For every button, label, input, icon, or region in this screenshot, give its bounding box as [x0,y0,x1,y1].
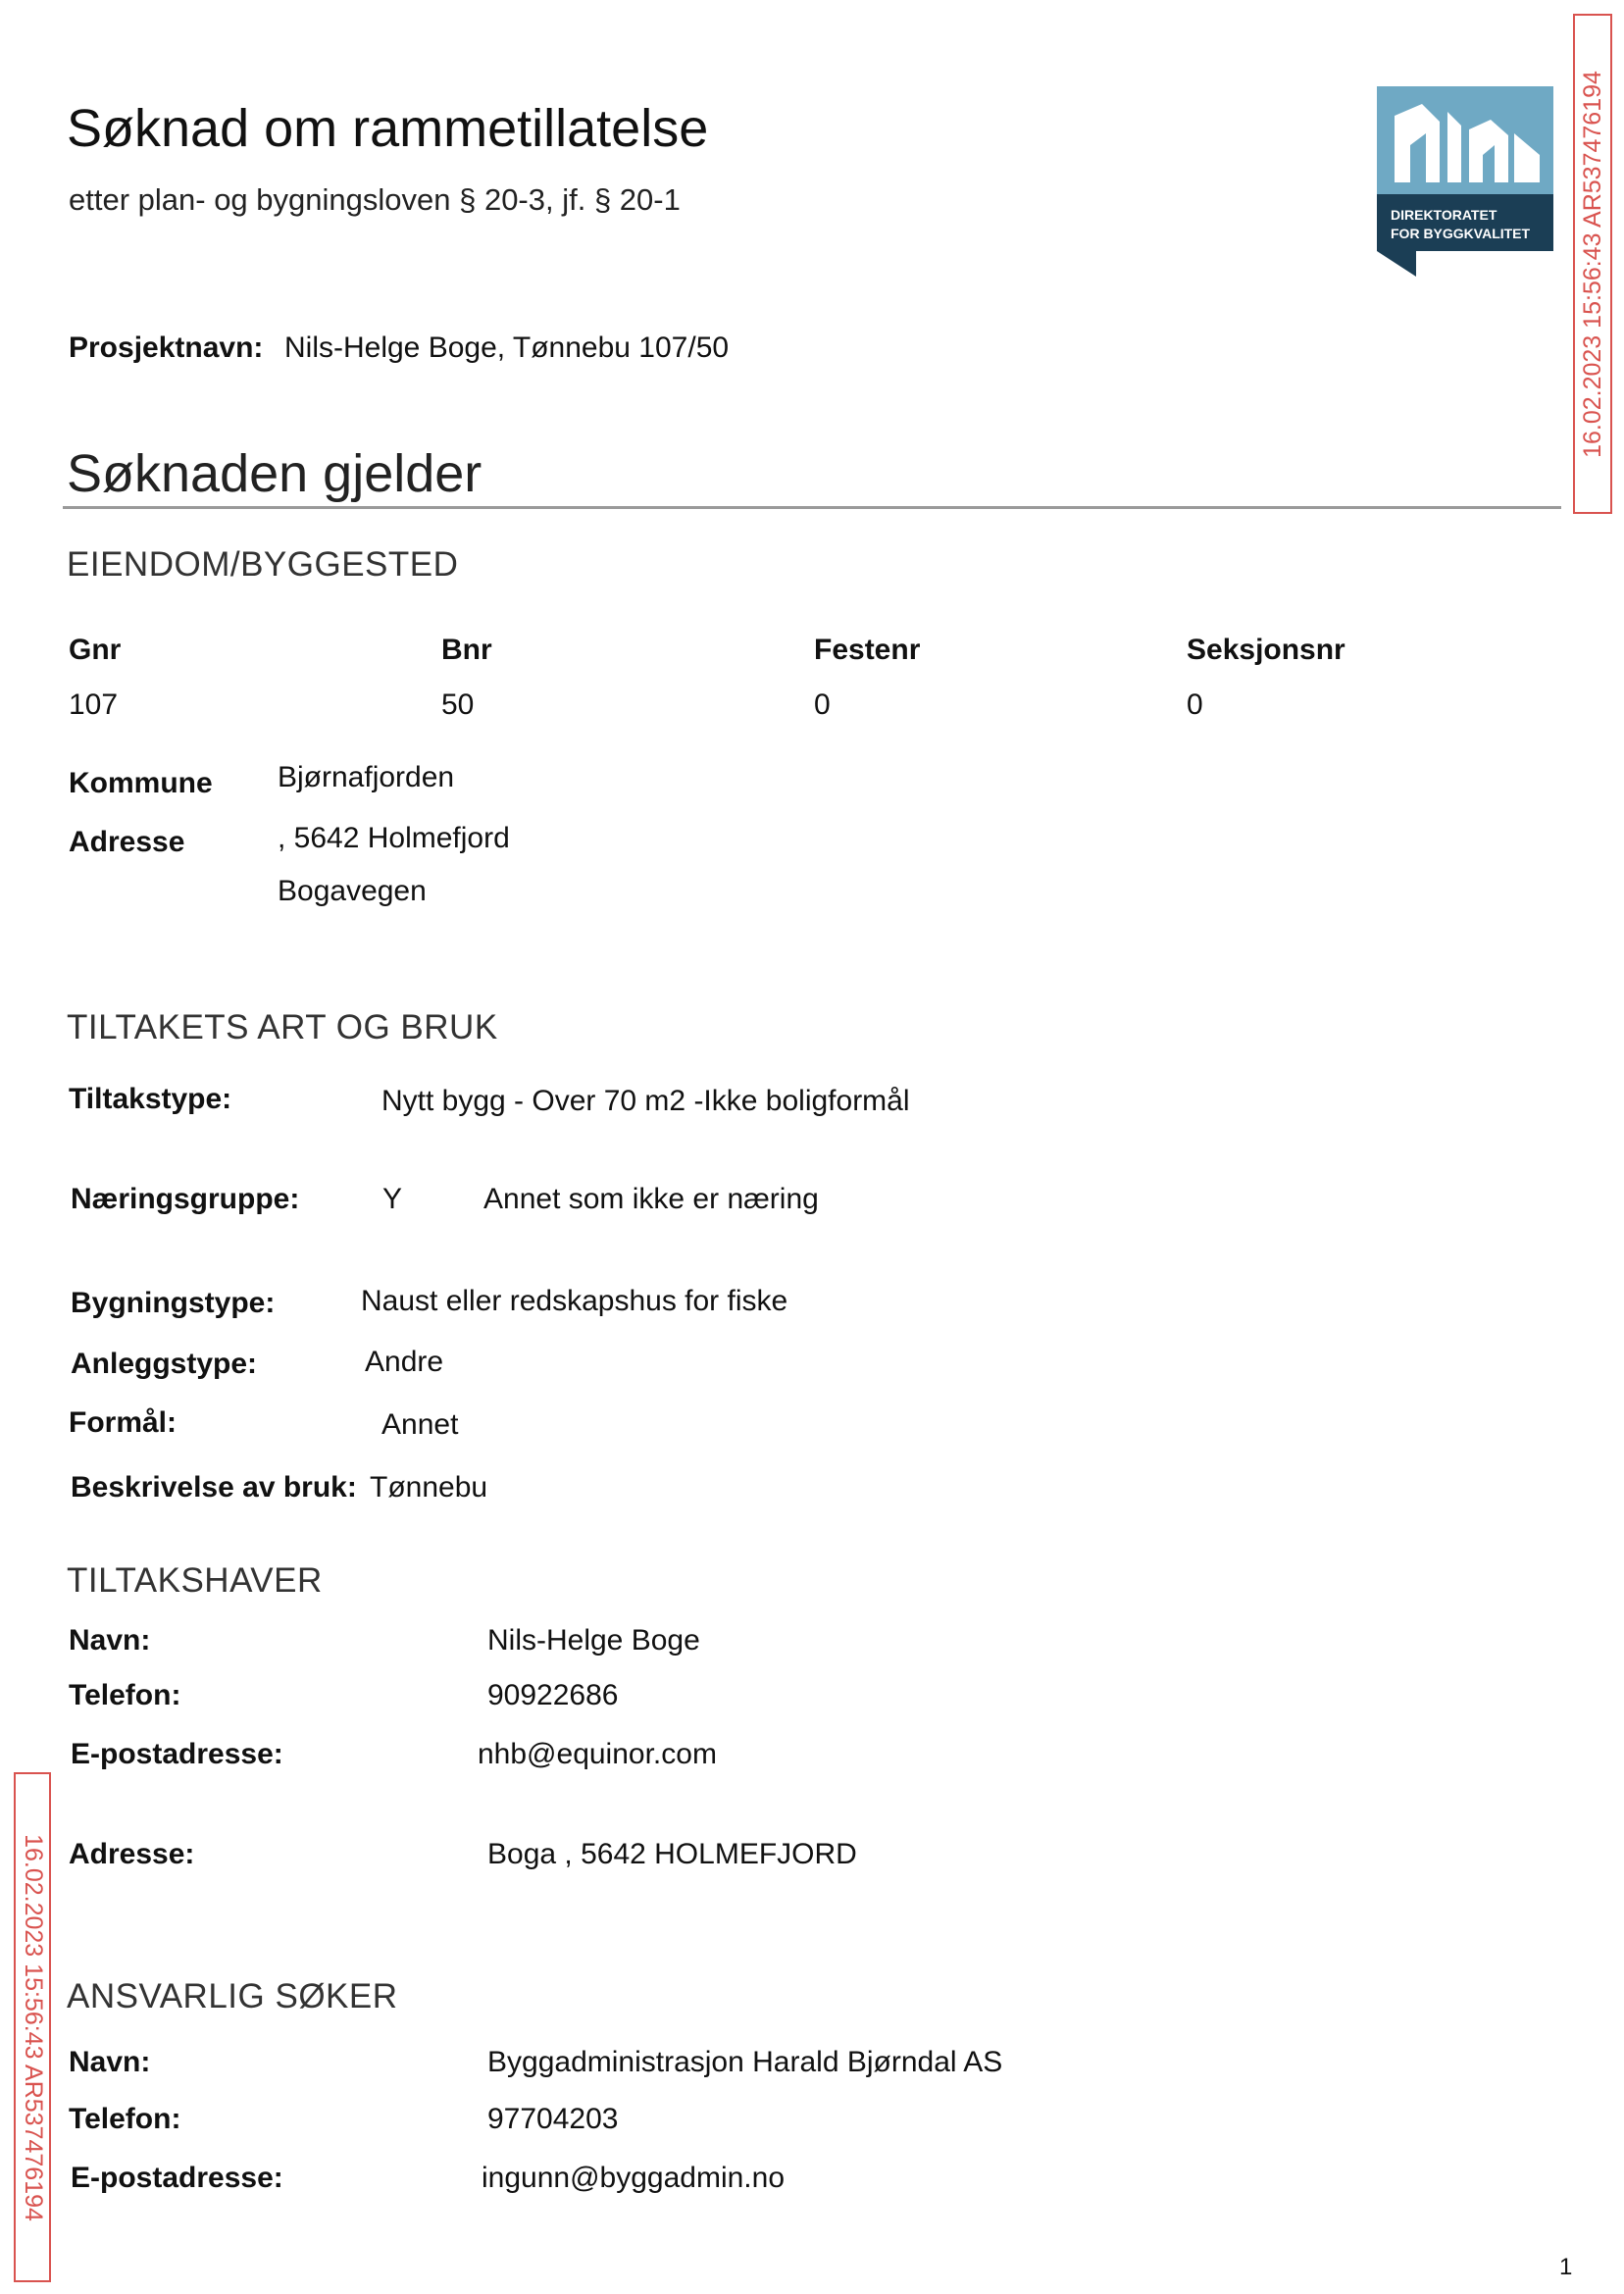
logo-line2: FOR BYGGKVALITET [1391,226,1531,241]
tiltakstype-label: Tiltakstype: [69,1083,232,1115]
formal-label: Formål: [69,1406,178,1439]
ansvarlig-navn-label: Navn: [69,2046,151,2078]
document-subtitle: etter plan- og bygningsloven § 20-3, jf. § 20-1 [69,182,681,217]
bygningstype-value: Naust eller redskapshus for fiske [361,1285,788,1317]
adresse-label: Adresse [69,826,185,858]
receipt-stamp-right [1573,14,1612,514]
section-title: Søknaden gjelder [67,444,482,503]
dibk-logo [1377,86,1553,277]
festenr-label: Festenr [814,634,921,666]
ansvarlig-telefon-label: Telefon: [69,2103,181,2135]
ansvarlig-navn-value: Byggadministrasjon Harald Bjørndal AS [487,2046,1003,2078]
tiltakshaver-adresse-value: Boga , 5642 HOLMEFJORD [487,1838,857,1870]
tiltakshaver-heading: TILTAKSHAVER [67,1561,323,1600]
adresse-line2: Bogavegen [278,875,427,907]
bnr-value: 50 [441,688,475,721]
gnr-label: Gnr [69,634,122,666]
tiltakshaver-epost-label: E-postadresse: [71,1738,283,1770]
gnr-value: 107 [69,688,119,721]
anleggstype-value: Andre [365,1346,444,1378]
stamp-text: 16.02.2023 15:56:43 AR537476194 [19,1833,47,2221]
receipt-stamp-left [14,1772,51,2282]
kommune-label: Kommune [69,767,213,799]
adresse-line1: , 5642 Holmefjord [278,822,510,854]
formal-value: Annet [381,1408,459,1441]
festenr-value: 0 [814,688,831,721]
tiltakshaver-navn-label: Navn: [69,1624,151,1657]
seksjonsnr-value: 0 [1187,688,1203,721]
logo-line1: DIREKTORATET [1391,207,1497,223]
tiltakshaver-adresse-label: Adresse: [69,1838,195,1870]
ansvarlig-epost-value: ingunn@byggadmin.no [482,2162,786,2194]
tiltakshaver-epost-value: nhb@equinor.com [478,1738,717,1770]
naeringsgruppe-code: Y [382,1183,403,1215]
project-value: Nils-Helge Boge, Tønnebu 107/50 [284,331,730,364]
tiltakshaver-telefon-label: Telefon: [69,1679,181,1711]
kommune-value: Bjørnafjorden [278,761,455,793]
bnr-label: Bnr [441,634,492,666]
tiltakshaver-navn-value: Nils-Helge Boge [487,1624,700,1657]
naeringsgruppe-label: Næringsgruppe: [71,1183,300,1215]
ansvarlig-telefon-value: 97704203 [487,2103,619,2135]
ansvarlig-epost-label: E-postadresse: [71,2162,283,2194]
bygningstype-label: Bygningstype: [71,1287,276,1319]
document-title: Søknad om rammetillatelse [67,99,709,158]
tiltakshaver-telefon-value: 90922686 [487,1679,619,1711]
project-label: Prosjektnavn: [69,331,264,364]
stamp-text: 16.02.2023 15:56:43 AR537476194 [1578,70,1606,458]
beskrivelse-label: Beskrivelse av bruk: [71,1471,357,1504]
page-number: 1 [1559,2254,1573,2280]
section-divider [63,506,1561,509]
anleggstype-label: Anleggstype: [71,1348,258,1380]
beskrivelse-value: Tønnebu [370,1471,488,1504]
tiltakstype-value: Nytt bygg - Over 70 m2 -Ikke boligformål [381,1085,910,1117]
eiendom-heading: EIENDOM/BYGGESTED [67,545,459,584]
logo-graphic-icon [1377,86,1553,277]
naeringsgruppe-value: Annet som ikke er næring [483,1183,819,1215]
ansvarlig-heading: ANSVARLIG SØKER [67,1977,398,2015]
tiltak-heading: TILTAKETS ART OG BRUK [67,1008,498,1046]
seksjonsnr-label: Seksjonsnr [1187,634,1345,666]
